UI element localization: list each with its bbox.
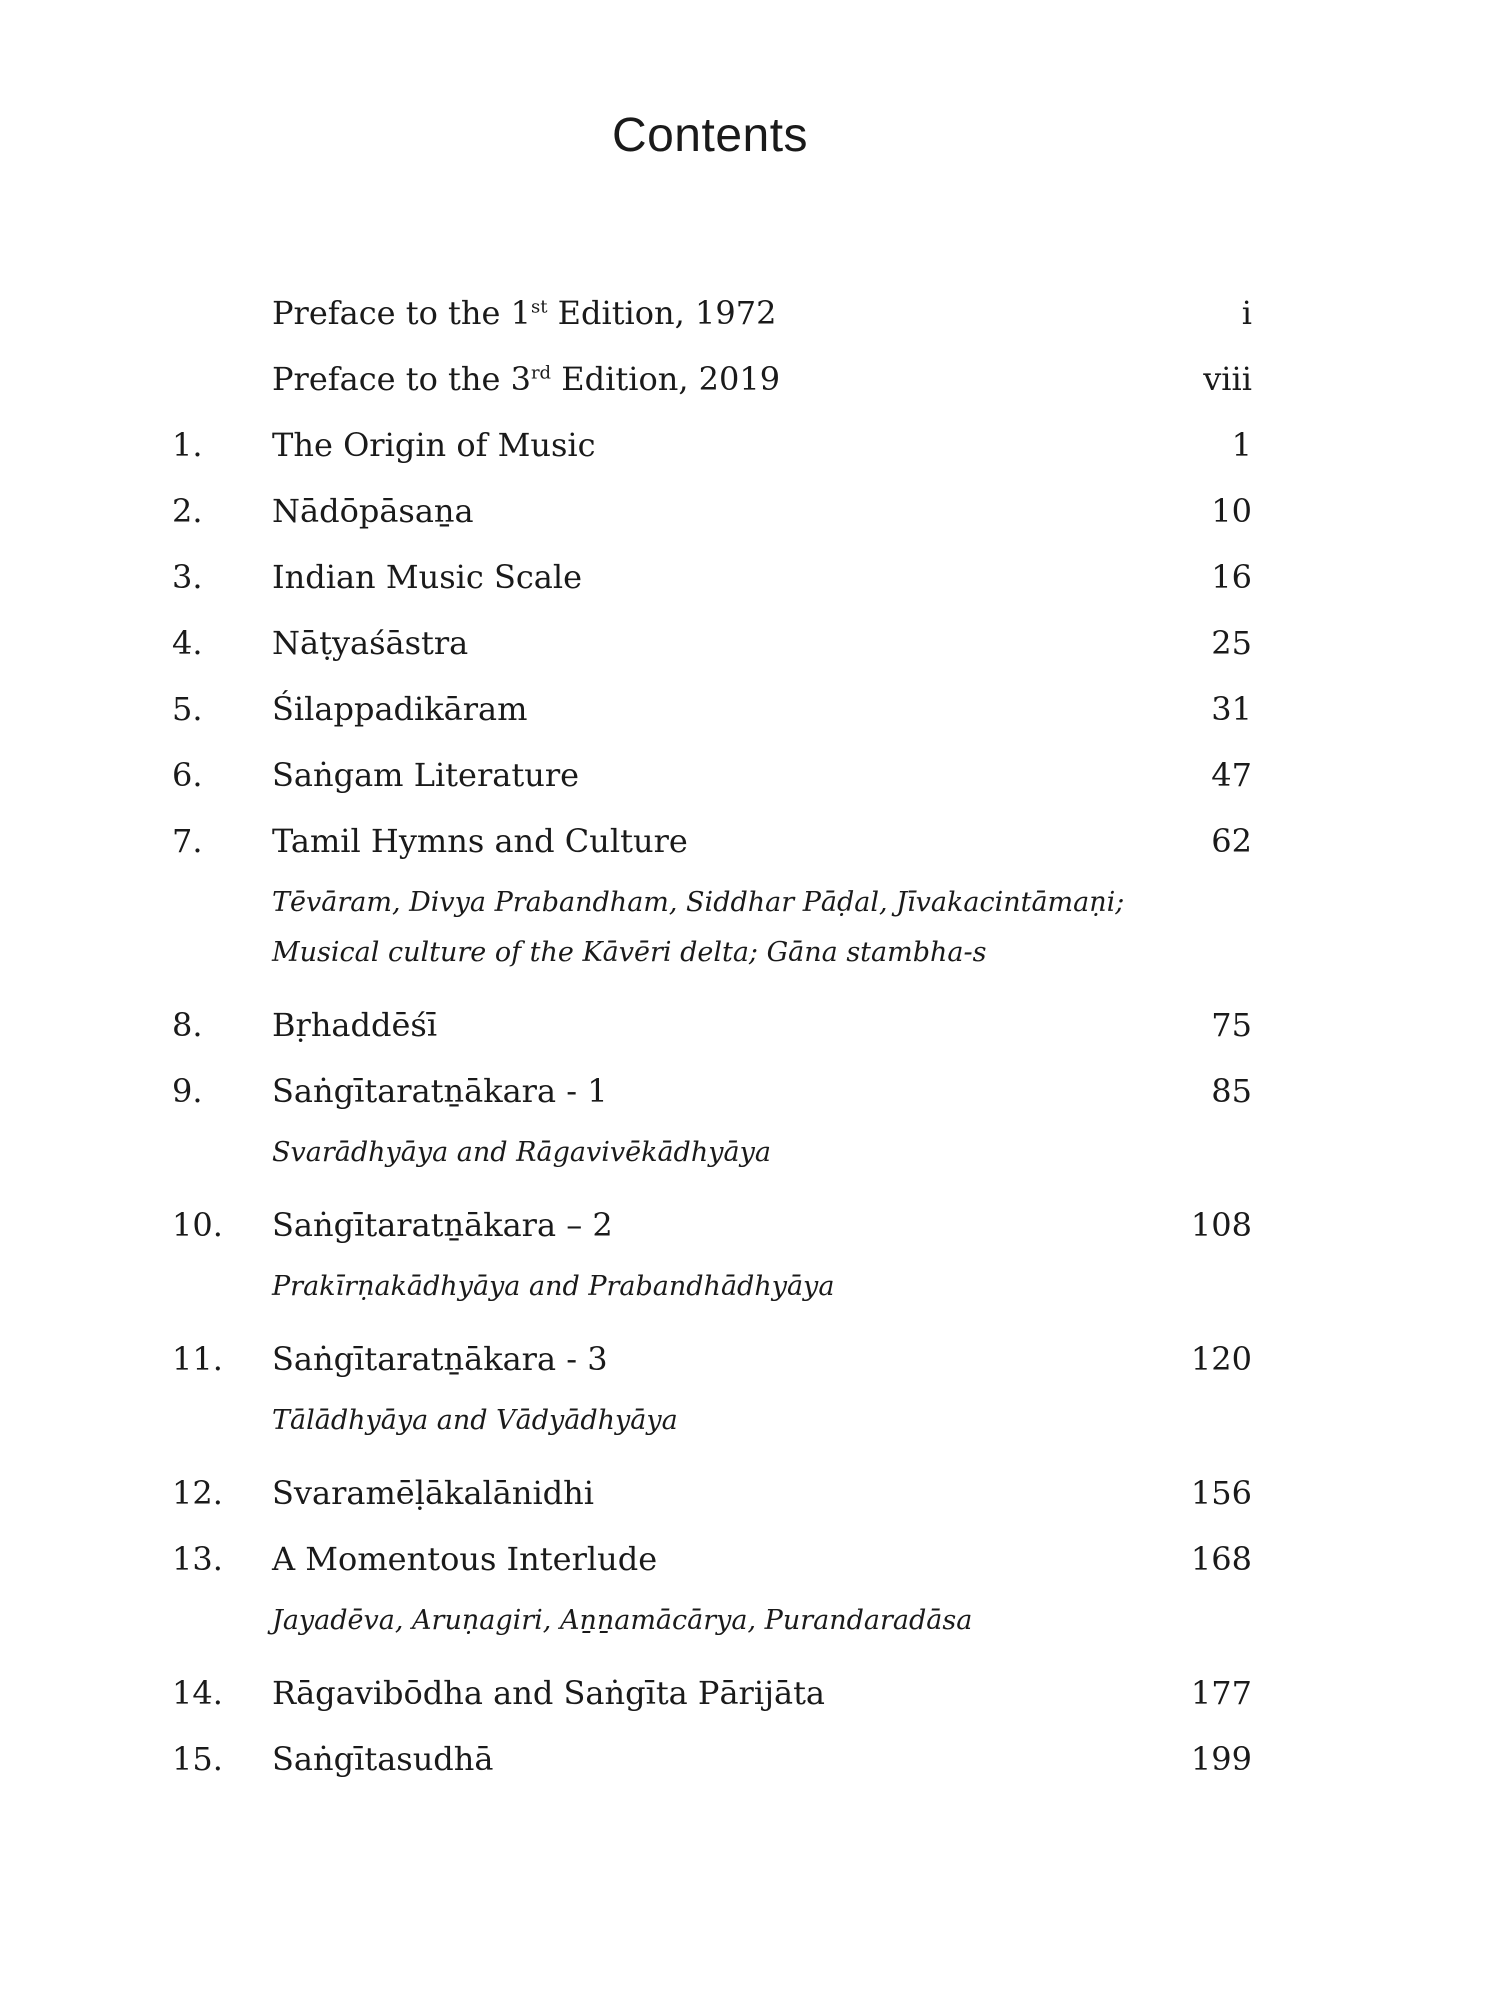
entry-title: Saṅgītaratṉākara - 1 xyxy=(272,1072,608,1110)
entry-title: Saṅgītaratṉākara - 3 xyxy=(272,1340,608,1378)
toc-entry-4 xyxy=(172,610,1252,676)
entry-title: Preface to the 3rd Edition, 2019 xyxy=(272,360,781,398)
entry-number: 2. xyxy=(172,492,203,530)
entry-title: Svaramēḷākalānidhi xyxy=(272,1474,594,1512)
entry-page: 62 xyxy=(1211,822,1252,860)
entry-subtitle xyxy=(172,1396,1252,1446)
entry-number: 8. xyxy=(172,1006,203,1044)
entry-title: Preface to the 1st Edition, 1972 xyxy=(272,294,777,332)
entry-subtitle xyxy=(172,878,1252,978)
entry-number: 13. xyxy=(172,1540,223,1578)
entry-title: Śilappadikāram xyxy=(272,690,528,728)
ordinal-suffix: st xyxy=(530,296,548,318)
entry-page: 156 xyxy=(1190,1474,1252,1512)
toc-entry-5 xyxy=(172,676,1252,742)
entry-number: 6. xyxy=(172,756,203,794)
entry-number: 14. xyxy=(172,1674,223,1712)
entry-title: Bṛhaddēśī xyxy=(272,1006,438,1044)
toc-entry-preface-3rd xyxy=(172,346,1252,412)
entry-title: Rāgavibōdha and Saṅgīta Pārijāta xyxy=(272,1674,825,1712)
entry-title: Tamil Hymns and Culture xyxy=(272,822,688,860)
entry-page: 168 xyxy=(1190,1540,1252,1578)
entry-title: Nādōpāsaṉa xyxy=(272,492,474,530)
entry-page: 1 xyxy=(1231,426,1252,464)
toc-entry-2 xyxy=(172,478,1252,544)
subtitle-line: Jayadēva, Aruṇagiri, Aṉṉamācārya, Purandaradāsa xyxy=(272,1605,973,1636)
entry-number: 15. xyxy=(172,1740,223,1778)
entry-page: 25 xyxy=(1211,624,1252,662)
entry-title: Saṅgam Literature xyxy=(272,756,580,794)
toc-entry-10 xyxy=(172,1192,1252,1258)
entry-page: 177 xyxy=(1190,1674,1252,1712)
entry-title: Saṅgītaratṉākara – 2 xyxy=(272,1206,613,1244)
entry-subtitle xyxy=(172,1596,1252,1646)
entry-title: The Origin of Music xyxy=(272,426,596,464)
subtitle-line: Prakīrṇakādhyāya and Prabandhādhyāya xyxy=(272,1271,835,1302)
toc-entry-13 xyxy=(172,1526,1252,1592)
subtitle-line: Tālādhyāya and Vādyādhyāya xyxy=(272,1405,678,1436)
entry-page: 47 xyxy=(1211,756,1252,794)
entry-number: 4. xyxy=(172,624,203,662)
toc-entry-1 xyxy=(172,412,1252,478)
page-title: Contents xyxy=(611,109,809,162)
entry-page: 199 xyxy=(1190,1740,1252,1778)
toc-entry-6 xyxy=(172,742,1252,808)
toc-entry-preface-1st xyxy=(172,280,1252,346)
entry-number: 9. xyxy=(172,1072,203,1110)
entry-page: viii xyxy=(1203,360,1252,398)
entry-title: Indian Music Scale xyxy=(272,558,583,596)
entry-number: 7. xyxy=(172,822,203,860)
entry-title: Nāṭyaśāstra xyxy=(272,624,469,662)
entry-subtitle xyxy=(172,1128,1252,1178)
entry-page: 10 xyxy=(1211,492,1252,530)
entry-page: 16 xyxy=(1211,558,1252,596)
entry-subtitle xyxy=(172,1262,1252,1312)
subtitle-line: Svarādhyāya and Rāgavivēkādhyāya xyxy=(272,1137,771,1168)
ordinal-suffix: rd xyxy=(530,362,552,384)
toc-entry-11 xyxy=(172,1326,1252,1392)
entry-title: A Momentous Interlude xyxy=(272,1540,658,1578)
entry-title: Saṅgītasudhā xyxy=(272,1740,494,1778)
entry-number: 1. xyxy=(172,426,203,464)
subtitle-line: Tēvāram, Divya Prabandham, Siddhar Pāḍal, Jīvakacintāmaṇi; xyxy=(272,887,1125,918)
entry-number: 12. xyxy=(172,1474,223,1512)
toc-entry-8 xyxy=(172,992,1252,1058)
entry-page: 120 xyxy=(1190,1340,1252,1378)
entry-page: 108 xyxy=(1190,1206,1252,1244)
entry-page: 75 xyxy=(1211,1006,1252,1044)
entry-number: 10. xyxy=(172,1206,223,1244)
entry-number: 11. xyxy=(172,1340,223,1378)
entry-page: i xyxy=(1241,294,1252,332)
entry-page: 85 xyxy=(1211,1072,1252,1110)
toc-entry-14 xyxy=(172,1660,1252,1726)
table-of-contents xyxy=(172,280,1252,1792)
entry-number: 3. xyxy=(172,558,203,596)
entry-page: 31 xyxy=(1211,690,1252,728)
toc-entry-9 xyxy=(172,1058,1252,1124)
toc-entry-12 xyxy=(172,1460,1252,1526)
toc-entry-3 xyxy=(172,544,1252,610)
toc-entry-15 xyxy=(172,1726,1252,1792)
subtitle-line: Musical culture of the Kāvēri delta; Gāna stambha-s xyxy=(272,937,987,968)
toc-entry-7 xyxy=(172,808,1252,874)
entry-number: 5. xyxy=(172,690,203,728)
